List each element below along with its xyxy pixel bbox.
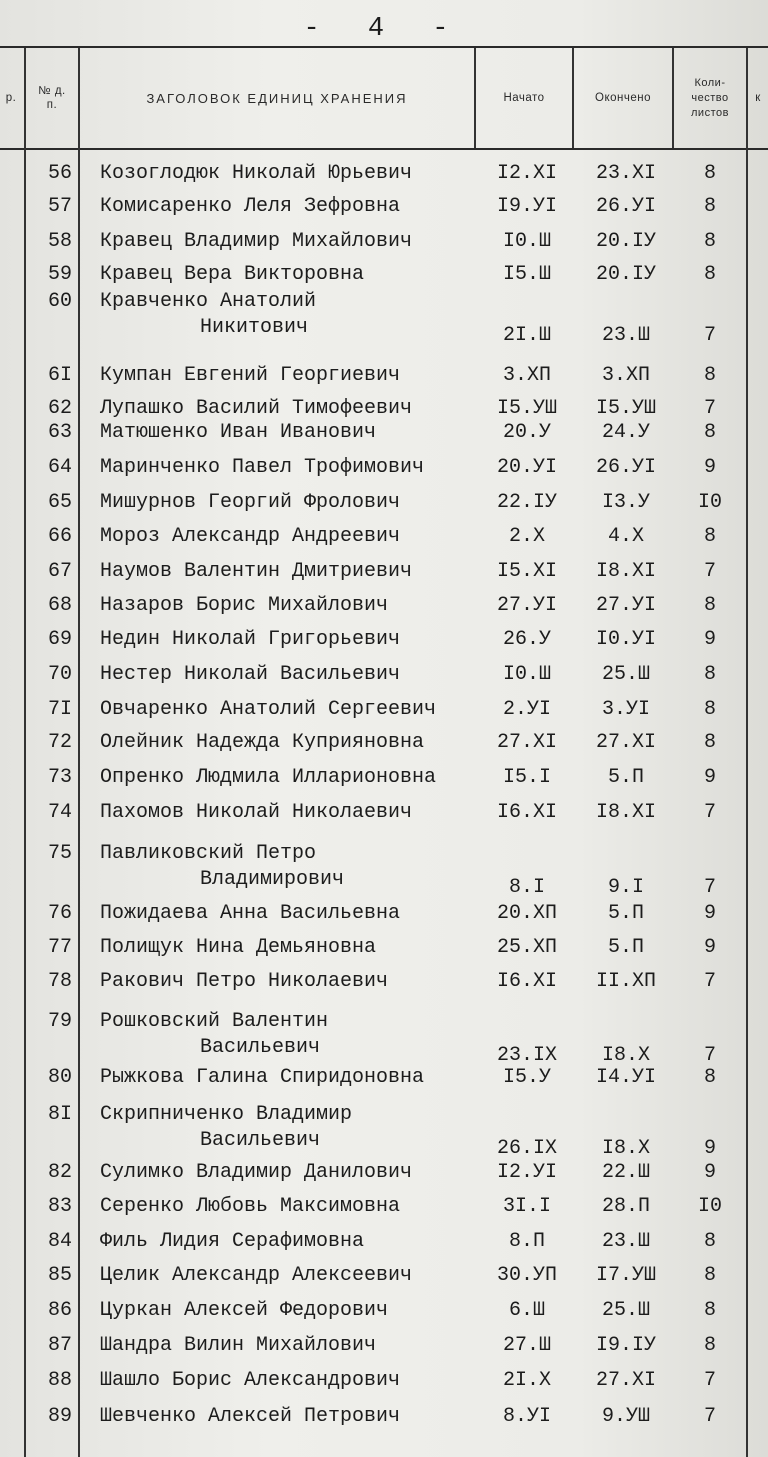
- row-start-date: 6.Ш: [508, 1299, 545, 1322]
- row-name: Лупашко Василий Тимофеевич: [100, 397, 413, 420]
- row-end-date: 27.XI: [595, 1369, 656, 1392]
- row-name: Рошковский Валентин: [100, 1010, 329, 1033]
- row-name: Маринченко Павел Трофимович: [100, 456, 425, 479]
- row-end-date: 23.Ш: [601, 1230, 650, 1253]
- row-sheet-count: 7: [703, 1044, 716, 1067]
- column-divider: [78, 48, 80, 1457]
- row-start-date: 22.IУ: [496, 491, 557, 514]
- row-end-date: I8.X: [601, 1137, 650, 1160]
- row-name: Олейник Надежда Куприяновна: [100, 731, 425, 754]
- row-end-date: II.XП: [595, 970, 656, 993]
- row-start-date: 26.У: [502, 628, 551, 651]
- row-start-date: 3.XП: [502, 364, 551, 387]
- row-sheet-count: 7: [703, 970, 716, 993]
- row-name: Цуркан Алексей Федорович: [100, 1299, 389, 1322]
- row-start-date: 30.УП: [496, 1264, 557, 1287]
- row-name: Целик Александр Алексеевич: [100, 1264, 413, 1287]
- row-name: Мишурнов Георгий Фролович: [100, 491, 401, 514]
- row-name-continued: Никитович: [200, 316, 309, 339]
- row-end-date: 5.П: [607, 902, 644, 925]
- row-end-date: 27.УI: [595, 594, 656, 617]
- row-sheet-count: 9: [703, 456, 716, 479]
- row-number: 64: [47, 456, 72, 479]
- row-start-date: I6.XI: [496, 970, 557, 993]
- row-sheet-count: 8: [703, 421, 716, 444]
- row-start-date: I2.XI: [496, 162, 557, 185]
- row-number: 88: [47, 1369, 72, 1392]
- row-sheet-count: 8: [703, 663, 716, 686]
- row-end-date: 23.Ш: [601, 324, 650, 347]
- row-name: Полищук Нина Демьяновна: [100, 936, 377, 959]
- row-number: 62: [47, 397, 72, 420]
- row-sheet-count: I0: [697, 1195, 722, 1218]
- row-number: 65: [47, 491, 72, 514]
- row-name: Серенко Любовь Максимовна: [100, 1195, 401, 1218]
- row-start-date: I5.Ш: [502, 263, 551, 286]
- row-sheet-count: 8: [703, 263, 716, 286]
- row-end-date: I5.УШ: [595, 397, 656, 420]
- row-number: 56: [47, 162, 72, 185]
- row-number: 69: [47, 628, 72, 651]
- row-end-date: 26.УI: [595, 456, 656, 479]
- row-end-date: I8.X: [601, 1044, 650, 1067]
- row-sheet-count: 8: [703, 1334, 716, 1357]
- row-start-date: 8.I: [508, 876, 545, 899]
- row-sheet-count: 8: [703, 1230, 716, 1253]
- row-sheet-count: 8: [703, 525, 716, 548]
- row-start-date: 27.XI: [496, 731, 557, 754]
- row-end-date: 27.XI: [595, 731, 656, 754]
- row-start-date: 3I.I: [502, 1195, 551, 1218]
- row-end-date: 28.П: [601, 1195, 650, 1218]
- row-name: Опренко Людмила Илларионовна: [100, 766, 437, 789]
- row-sheet-count: 7: [703, 397, 716, 420]
- row-number: 70: [47, 663, 72, 686]
- row-start-date: I6.XI: [496, 801, 557, 824]
- row-number: 87: [47, 1334, 72, 1357]
- row-name: Пахомов Николай Николаевич: [100, 801, 413, 824]
- row-name: Сулимко Владимир Данилович: [100, 1161, 413, 1184]
- row-sheet-count: 9: [703, 766, 716, 789]
- row-start-date: I5.XI: [496, 560, 557, 583]
- row-sheet-count: 8: [703, 1066, 716, 1089]
- row-start-date: I0.Ш: [502, 230, 551, 253]
- row-end-date: 26.УI: [595, 195, 656, 218]
- header-bottom-rule: [0, 148, 768, 150]
- row-start-date: 2I.Ш: [502, 324, 551, 347]
- row-number: 78: [47, 970, 72, 993]
- row-name: Пожидаева Анна Васильевна: [100, 902, 401, 925]
- row-name: Шевченко Алексей Петрович: [100, 1405, 401, 1428]
- header-count: [674, 48, 746, 148]
- row-name: Недин Николай Григорьевич: [100, 628, 401, 651]
- row-name: Овчаренко Анатолий Сергеевич: [100, 698, 437, 721]
- row-sheet-count: 7: [703, 560, 716, 583]
- row-start-date: 20.У: [502, 421, 551, 444]
- row-end-date: I3.У: [601, 491, 650, 514]
- column-divider: [746, 48, 748, 1457]
- row-start-date: 2.X: [508, 525, 545, 548]
- row-sheet-count: 8: [703, 364, 716, 387]
- page-number: - 4 -: [303, 14, 465, 44]
- row-end-date: 20.IУ: [595, 263, 656, 286]
- row-end-date: 25.Ш: [601, 663, 650, 686]
- row-start-date: 23.IX: [496, 1044, 557, 1067]
- row-sheet-count: 8: [703, 195, 716, 218]
- row-start-date: I2.УI: [496, 1161, 557, 1184]
- row-number: 68: [47, 594, 72, 617]
- row-sheet-count: 8: [703, 162, 716, 185]
- row-end-date: I8.XI: [595, 801, 656, 824]
- row-number: 8I: [47, 1103, 72, 1126]
- row-sheet-count: 8: [703, 1264, 716, 1287]
- row-name: Кумпан Евгений Георгиевич: [100, 364, 401, 387]
- row-name: Кравец Вера Викторовна: [100, 263, 365, 286]
- header-count-line: Коли-: [694, 76, 726, 89]
- row-start-date: 27.УI: [496, 594, 557, 617]
- row-name-continued: Васильевич: [200, 1036, 321, 1059]
- row-end-date: 22.Ш: [601, 1161, 650, 1184]
- row-start-date: 8.П: [508, 1230, 545, 1253]
- row-sheet-count: 7: [703, 1405, 716, 1428]
- header-count-line: листов: [691, 106, 729, 119]
- row-sheet-count: I0: [697, 491, 722, 514]
- row-number: 58: [47, 230, 72, 253]
- row-name: Кравец Владимир Михайлович: [100, 230, 413, 253]
- row-start-date: 25.XП: [496, 936, 557, 959]
- row-start-date: 20.XП: [496, 902, 557, 925]
- row-sheet-count: 7: [703, 876, 716, 899]
- row-sheet-count: 9: [703, 1137, 716, 1160]
- row-number: 75: [47, 842, 72, 865]
- row-sheet-count: 7: [703, 1369, 716, 1392]
- header-count-line: чество: [691, 91, 729, 104]
- row-start-date: 20.УI: [496, 456, 557, 479]
- row-name: Матюшенко Иван Иванович: [100, 421, 377, 444]
- row-name: Козоглодюк Николай Юрьевич: [100, 162, 413, 185]
- header-number: № д. п.: [38, 85, 66, 111]
- row-number: 84: [47, 1230, 72, 1253]
- row-name-continued: Васильевич: [200, 1129, 321, 1152]
- row-number: 66: [47, 525, 72, 548]
- row-end-date: 3.УI: [601, 698, 650, 721]
- header-title: ЗАГОЛОВОК ЕДИНИЦ ХРАНЕНИЯ: [146, 91, 408, 106]
- row-name: Шашло Борис Александрович: [100, 1369, 401, 1392]
- row-start-date: I0.Ш: [502, 663, 551, 686]
- row-number: 7I: [47, 698, 72, 721]
- row-sheet-count: 8: [703, 230, 716, 253]
- row-start-date: 27.Ш: [502, 1334, 551, 1357]
- row-end-date: I8.XI: [595, 560, 656, 583]
- row-end-date: 20.IУ: [595, 230, 656, 253]
- header-right-edge: к: [755, 92, 761, 104]
- row-start-date: I5.У: [502, 1066, 551, 1089]
- row-end-date: 25.Ш: [601, 1299, 650, 1322]
- row-number: 60: [47, 290, 72, 313]
- row-sheet-count: 8: [703, 731, 716, 754]
- row-number: 59: [47, 263, 72, 286]
- row-end-date: 3.XП: [601, 364, 650, 387]
- row-end-date: 5.П: [607, 766, 644, 789]
- row-name-continued: Владимирович: [200, 868, 345, 891]
- row-number: 76: [47, 902, 72, 925]
- row-name: Мороз Александр Андреевич: [100, 525, 401, 548]
- row-name: Скрипниченко Владимир: [100, 1103, 353, 1126]
- row-sheet-count: 8: [703, 1299, 716, 1322]
- row-sheet-count: 7: [703, 801, 716, 824]
- row-start-date: 26.IX: [496, 1137, 557, 1160]
- row-name: Комисаренко Леля Зефровна: [100, 195, 401, 218]
- row-end-date: 5.П: [607, 936, 644, 959]
- row-end-date: I9.IУ: [595, 1334, 656, 1357]
- row-start-date: 2I.X: [502, 1369, 551, 1392]
- row-start-date: I5.УШ: [496, 397, 557, 420]
- row-name: Кравченко Анатолий: [100, 290, 317, 313]
- row-sheet-count: 9: [703, 902, 716, 925]
- row-end-date: I7.УШ: [595, 1264, 656, 1287]
- row-number: 57: [47, 195, 72, 218]
- header-end: Окончено: [595, 92, 651, 104]
- row-number: 74: [47, 801, 72, 824]
- row-end-date: 9.I: [607, 876, 644, 899]
- row-number: 77: [47, 936, 72, 959]
- row-number: 79: [47, 1010, 72, 1033]
- row-name: Наумов Валентин Дмитриевич: [100, 560, 413, 583]
- row-number: 72: [47, 731, 72, 754]
- row-number: 63: [47, 421, 72, 444]
- header-left-edge: р.: [5, 92, 17, 104]
- row-sheet-count: 9: [703, 1161, 716, 1184]
- row-start-date: I5.I: [502, 766, 551, 789]
- row-end-date: 4.X: [607, 525, 644, 548]
- row-start-date: 8.УI: [502, 1405, 551, 1428]
- row-end-date: 23.XI: [595, 162, 656, 185]
- row-start-date: 2.УI: [502, 698, 551, 721]
- row-name: Назаров Борис Михайлович: [100, 594, 389, 617]
- row-sheet-count: 9: [703, 936, 716, 959]
- row-name: Ракович Петро Николаевич: [100, 970, 389, 993]
- row-number: 73: [47, 766, 72, 789]
- row-number: 83: [47, 1195, 72, 1218]
- row-end-date: I0.УI: [595, 628, 656, 651]
- row-number: 89: [47, 1405, 72, 1428]
- row-name: Шандра Вилин Михайлович: [100, 1334, 377, 1357]
- header-start: Начато: [503, 92, 545, 104]
- row-end-date: I4.УI: [595, 1066, 656, 1089]
- row-sheet-count: 7: [703, 324, 716, 347]
- row-name: Филь Лидия Серафимовна: [100, 1230, 365, 1253]
- row-number: 6I: [47, 364, 72, 387]
- row-end-date: 24.У: [601, 421, 650, 444]
- row-number: 80: [47, 1066, 72, 1089]
- row-sheet-count: 8: [703, 698, 716, 721]
- row-name: Павликовский Петро: [100, 842, 317, 865]
- row-name: Рыжкова Галина Спиридоновна: [100, 1066, 425, 1089]
- row-name: Нестер Николай Васильевич: [100, 663, 401, 686]
- row-sheet-count: 9: [703, 628, 716, 651]
- row-end-date: 9.УШ: [601, 1405, 650, 1428]
- row-number: 86: [47, 1299, 72, 1322]
- row-number: 85: [47, 1264, 72, 1287]
- row-sheet-count: 8: [703, 594, 716, 617]
- row-number: 67: [47, 560, 72, 583]
- row-start-date: I9.УI: [496, 195, 557, 218]
- row-number: 82: [47, 1161, 72, 1184]
